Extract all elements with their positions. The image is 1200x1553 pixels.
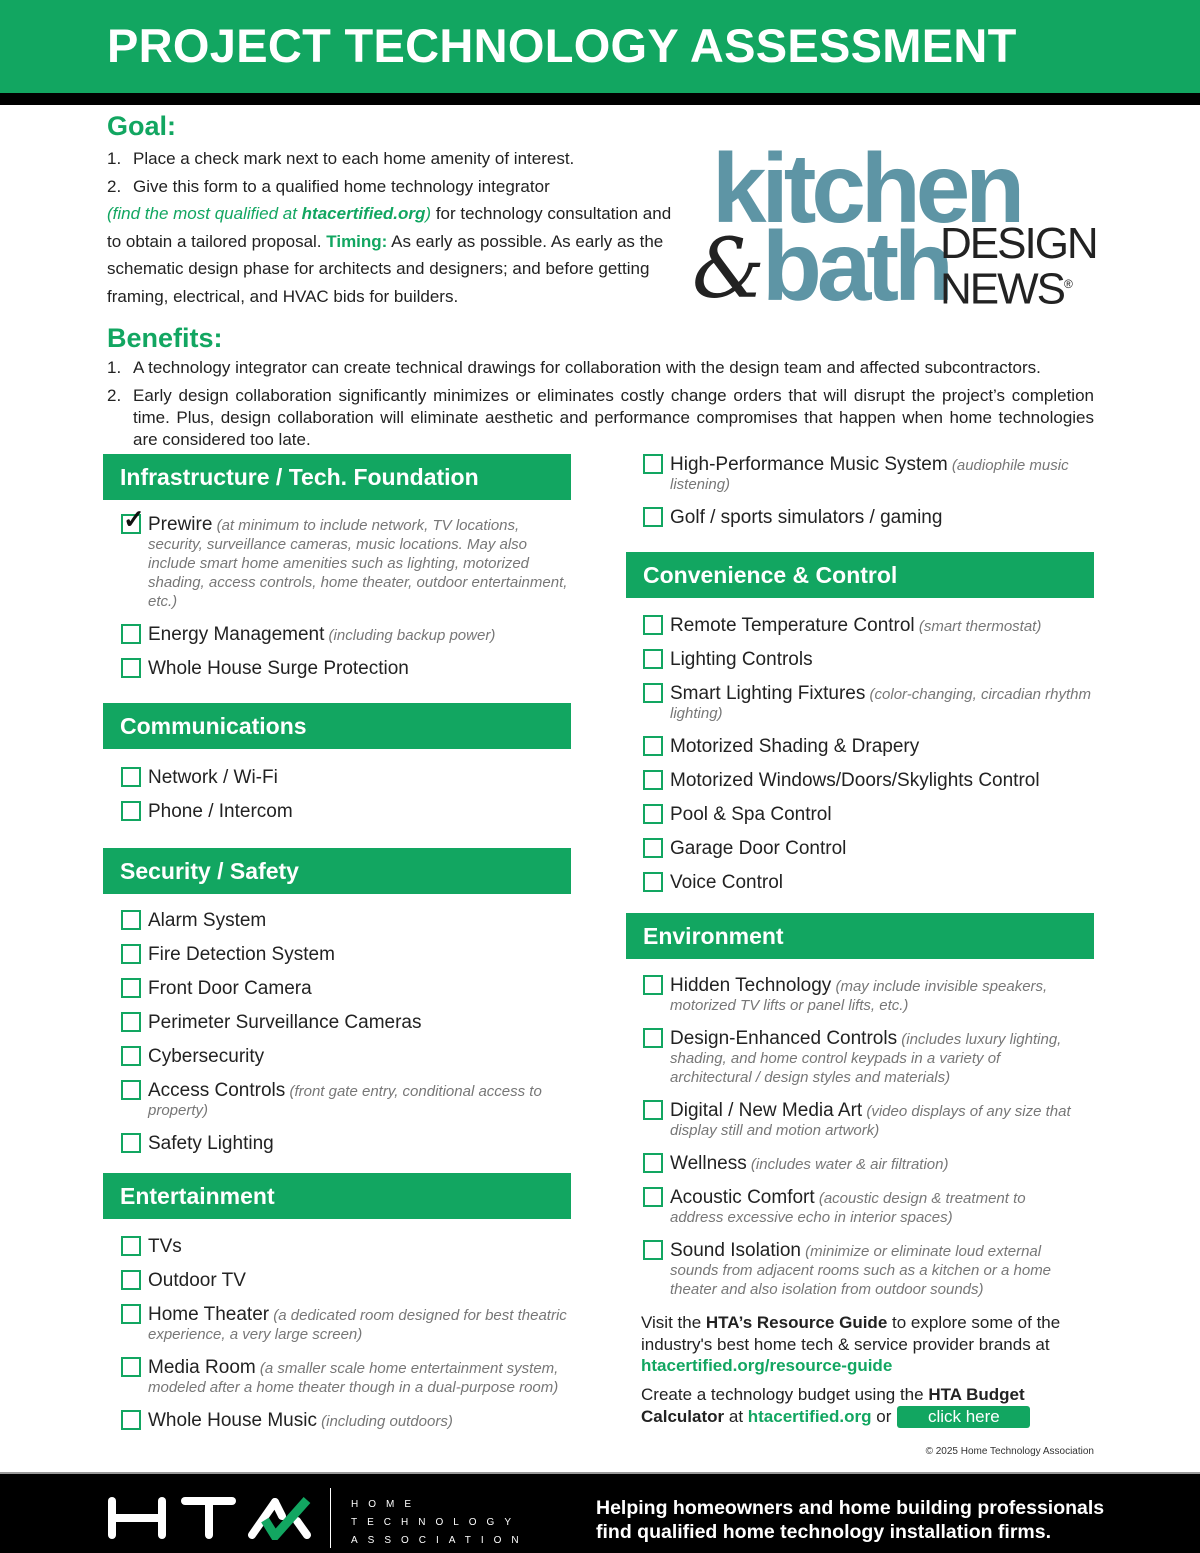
checkbox[interactable] [121,1236,141,1256]
item-note: (video displays of any size that display still and motion artwork) [670,1103,1071,1139]
checkbox[interactable] [643,1100,663,1120]
item-note: (a smaller scale home entertainment system, modeled after a home theater though in a dual-purpose room) [148,1360,559,1396]
checkbox[interactable] [643,615,663,635]
benefit-num: 2. [107,386,122,405]
benefits-heading: Benefits: [107,323,223,353]
logo-bath: bath [762,211,949,321]
section-security: Security / Safety [103,848,571,894]
item-text [148,979,312,999]
budget-pre: Create a technology budget using the [641,1385,929,1404]
item-note: (includes water & air filtration) [746,1156,949,1173]
section-infrastructure: Infrastructure / Tech. Foundation [103,454,571,500]
checklist-item [643,455,1093,494]
benefit-text: Early design collaboration significantly minimizes or eliminates costly change orders that will disrupt the project’s completion time. Plus, design collaboration will eliminate aesthetic and performance compromises that happen when home technologies are considered too late. [133,386,1094,449]
checklist [121,911,571,1168]
checklist-item [643,771,1093,791]
item-note: (front gate entry, conditional access to property) [148,1083,542,1119]
tagline-line-2: find qualified home technology installation firms. [596,1521,1052,1543]
footer-divider [330,1488,331,1548]
item-note: (minimize or eliminate loud external sounds from adjacent rooms such as a kitchen or a home theater and also isolation from outdoor sounds) [670,1243,1052,1298]
item-label: Remote Temperature Control [670,615,915,636]
timing-text: As early as possible. As early as the schematic design phase for architects and designers; and before getting framing, electrical, and HVAC bids for builders. [107,231,664,306]
item-text [670,455,1093,494]
checklist [121,1237,571,1445]
item-label: Whole House Surge Protection [148,658,409,679]
item-label: Front Door Camera [148,978,312,999]
item-text [148,1358,571,1397]
resource-guide-link[interactable]: htacertified.org/resource-guide [641,1356,893,1375]
item-label: Garage Door Control [670,838,847,859]
checklist-item [121,1411,571,1431]
item-label: Fire Detection System [148,944,335,965]
footer [0,1472,1200,1553]
item-text [670,1029,1083,1087]
copyright: © 2025 Home Technology Association [925,1446,1094,1457]
checklist-item [643,1101,1083,1140]
timing-label: Timing: [326,231,388,251]
checkbox[interactable] [643,1187,663,1207]
htacertified-link[interactable]: htacertified.org [301,204,426,223]
item-text [670,976,1083,1015]
item-text [670,805,832,825]
item-label: Alarm System [148,910,267,931]
item-label: Phone / Intercom [148,801,293,822]
resource-pre: Visit the [641,1313,706,1332]
item-text [670,684,1093,723]
item-note: (color-changing, circadian rhythm lighting) [670,686,1092,722]
item-text [148,1271,246,1291]
hta-logo [107,1496,317,1545]
page-title: PROJECT TECHNOLOGY ASSESSMENT [107,19,1017,72]
checkbox[interactable] [121,1410,141,1430]
checkbox[interactable] [121,1012,141,1032]
checkbox[interactable] [643,683,663,703]
goal-num: 1. [107,149,122,168]
checklist-item [643,805,1093,825]
item-label: Pool & Spa Control [670,804,832,825]
item-label: Outdoor TV [148,1270,246,1291]
assoc-home: HOME [351,1499,421,1510]
item-label: Motorized Windows/Doors/Skylights Control [670,770,1040,791]
kbdn-logo [690,133,1100,321]
benefit-num: 1. [107,358,122,377]
item-label: Sound Isolation [670,1240,801,1261]
goal-item-2: Give this form to a qualified home technology integrator [133,176,550,196]
checklist-item [121,979,571,999]
checkbox[interactable] [643,804,663,824]
item-label: Home Theater [148,1304,270,1325]
item-label: Design-Enhanced Controls [670,1028,898,1049]
item-note: (including backup power) [324,627,496,644]
item-text [148,1134,274,1154]
section-convenience: Convenience & Control [626,552,1094,598]
item-text [148,945,335,965]
checklist-item [643,1154,1083,1174]
item-note: (smart thermostat) [914,618,1042,635]
section-communications: Communications [103,703,571,749]
item-text [670,1101,1083,1140]
goal-heading: Goal: [107,111,177,141]
checklist [121,768,571,836]
goal-text [107,145,682,310]
tagline-line-1: Helping homeowners and home building professionals [596,1497,1105,1519]
click-here-button[interactable]: click here [897,1406,1030,1428]
item-label: Lighting Controls [670,649,813,670]
item-text [670,508,942,528]
logo-amp: & [692,222,765,317]
checklist-item [643,839,1093,859]
resource-guide-text [641,1312,1101,1377]
divider [0,93,1200,105]
checklist-item [643,1241,1083,1299]
checklist-item [643,1029,1083,1087]
checklist-item [643,1188,1083,1227]
benefit-item [107,385,1094,451]
checkbox[interactable] [643,872,663,892]
checklist-item [121,1358,571,1397]
budget-bold: HTA Budget Calculator [641,1385,1025,1426]
item-text [148,1305,571,1344]
checkbox[interactable] [643,1153,663,1173]
benefits-list [107,357,1094,457]
checkbox-checked[interactable] [121,504,145,534]
item-text [670,771,1040,791]
item-text [148,1411,453,1431]
item-label: Hidden Technology [670,975,832,996]
item-label: Voice Control [670,872,784,893]
assoc-technology: TECHNOLOGY [351,1517,522,1528]
checklist-item [643,650,1093,670]
item-text [148,911,266,931]
item-text [670,1188,1083,1227]
checkbox[interactable] [121,1357,141,1377]
checklist-item [121,1047,571,1067]
item-text [670,616,1041,636]
checklist [643,616,1093,907]
checklist-item [121,1134,571,1154]
checklist-item [121,1271,571,1291]
item-text [148,515,571,611]
checkbox[interactable] [121,1270,141,1290]
section-environment: Environment [626,913,1094,959]
checkbox[interactable] [121,767,141,787]
find-prefix: (find the most qualified at [107,204,302,223]
item-text [148,1237,182,1257]
item-text [148,1081,571,1120]
checklist [643,455,1093,542]
item-text [148,802,293,822]
logo-design-news [940,219,1097,314]
item-label: Media Room [148,1357,256,1378]
item-text [148,659,409,679]
checkbox[interactable] [643,1240,663,1260]
item-note: (at minimum to include network, TV locations, security, surveillance cameras, music locations. May also include smart home amenities such as lighting, motorized shading, access controls, home theater, outdoor entertainment, etc.) [148,517,568,610]
goal-rest: for technology consultation and to obtain a tailored proposal. [107,204,672,251]
budget-at: at [724,1406,748,1426]
item-text [148,1013,422,1033]
item-label: Access Controls [148,1080,286,1101]
budget-or: or [871,1406,892,1426]
item-text [670,650,813,670]
logo-news: NEWS [940,264,1064,314]
checklist-item [643,976,1083,1015]
checkbox[interactable] [643,1028,663,1048]
checklist-item [121,1305,571,1344]
item-label: Wellness [670,1153,747,1174]
checklist-item [121,504,571,611]
checklist-item [121,659,571,679]
logo-kitchen: kitchen [712,133,1021,243]
section-entertainment: Entertainment [103,1173,571,1219]
item-label: Energy Management [148,624,325,645]
item-text [670,1241,1083,1299]
checkbox[interactable] [643,454,663,474]
checklist-item [121,1013,571,1033]
item-label: Perimeter Surveillance Cameras [148,1012,422,1033]
resource-bold: HTA’s Resource Guide [705,1313,888,1332]
checkbox[interactable] [643,838,663,858]
assoc-association: ASSOCIATION [351,1535,529,1546]
checkbox[interactable] [643,649,663,669]
item-note: (including outdoors) [316,1413,453,1430]
resource-post: to explore some of the industry's best home tech & service provider brands at [641,1313,1061,1354]
checklist-item [643,873,1093,893]
checkbox[interactable] [121,944,141,964]
item-label: Safety Lighting [148,1133,274,1154]
checklist-item [121,625,571,645]
budget-link[interactable]: htacertified.org [747,1406,872,1426]
benefit-text: A technology integrator can create technical drawings for collaboration with the design team and affected subcontractors. [133,358,1041,377]
item-label: Golf / sports simulators / gaming [670,507,943,528]
checklist [121,504,571,693]
checklist-item [121,1237,571,1257]
find-suffix: ) [425,204,432,223]
item-label: Network / Wi-Fi [148,767,278,788]
item-label: Acoustic Comfort [670,1187,815,1208]
item-text [670,1154,948,1174]
item-text [148,625,495,645]
logo-design: DESIGN [940,219,1097,268]
item-label: Smart Lighting Fixtures [670,683,866,704]
checklist-item [643,737,1093,757]
item-label: Whole House Music [148,1410,317,1431]
item-note: (acoustic design & treatment to address excessive echo in interior spaces) [670,1190,1026,1226]
item-label: TVs [148,1236,182,1257]
checklist-item [643,616,1093,636]
checklist-item [121,802,571,822]
goal-num: 2. [107,176,122,196]
item-text [148,768,278,788]
checkbox[interactable] [121,658,141,678]
checklist-item [121,945,571,965]
hta-wordmark [351,1496,529,1550]
item-note: (a dedicated room designed for best theatric experience, a very large screen) [148,1307,567,1343]
checkbox[interactable] [121,1304,141,1324]
item-text [670,873,783,893]
item-note: (includes luxury lighting, shading, and home control keypads in a variety of architectural / design styles and materials) [670,1031,1062,1086]
checkbox[interactable] [643,975,663,995]
checkbox[interactable] [121,801,141,821]
checkbox[interactable] [643,736,663,756]
item-note: (may include invisible speakers, motorized TV lifts or panel lifts, etc.) [670,978,1048,1014]
footer-tagline [596,1496,1104,1544]
title-bar [0,0,1200,93]
checklist-item [643,684,1093,723]
checkbox[interactable] [121,1046,141,1066]
item-label: High-Performance Music System [670,454,948,475]
checklist-item [121,768,571,788]
checkbox[interactable] [643,507,663,527]
item-note: (audiophile music listening) [670,457,1069,493]
checklist-item [643,508,1093,528]
checkmark-icon: ✓ [123,504,145,534]
checkbox[interactable] [121,1133,141,1153]
checklist-item [121,911,571,931]
item-label: Digital / New Media Art [670,1100,863,1121]
item-label: Cybersecurity [148,1046,265,1067]
checklist [643,976,1083,1313]
checklist-item [121,1081,571,1120]
budget-text [641,1384,1101,1428]
item-label: Prewire [148,514,213,535]
checkbox[interactable] [121,978,141,998]
checkbox[interactable] [121,1080,141,1100]
goal-item-1: Place a check mark next to each home amenity of interest. [133,149,575,168]
item-label: Motorized Shading & Drapery [670,736,920,757]
logo-reg: ® [1064,277,1071,291]
item-text [670,737,919,757]
checkbox[interactable] [121,910,141,930]
checkbox[interactable] [643,770,663,790]
checkbox[interactable] [121,624,141,644]
benefit-item [107,357,1094,379]
item-text [670,839,846,859]
item-text [148,1047,264,1067]
